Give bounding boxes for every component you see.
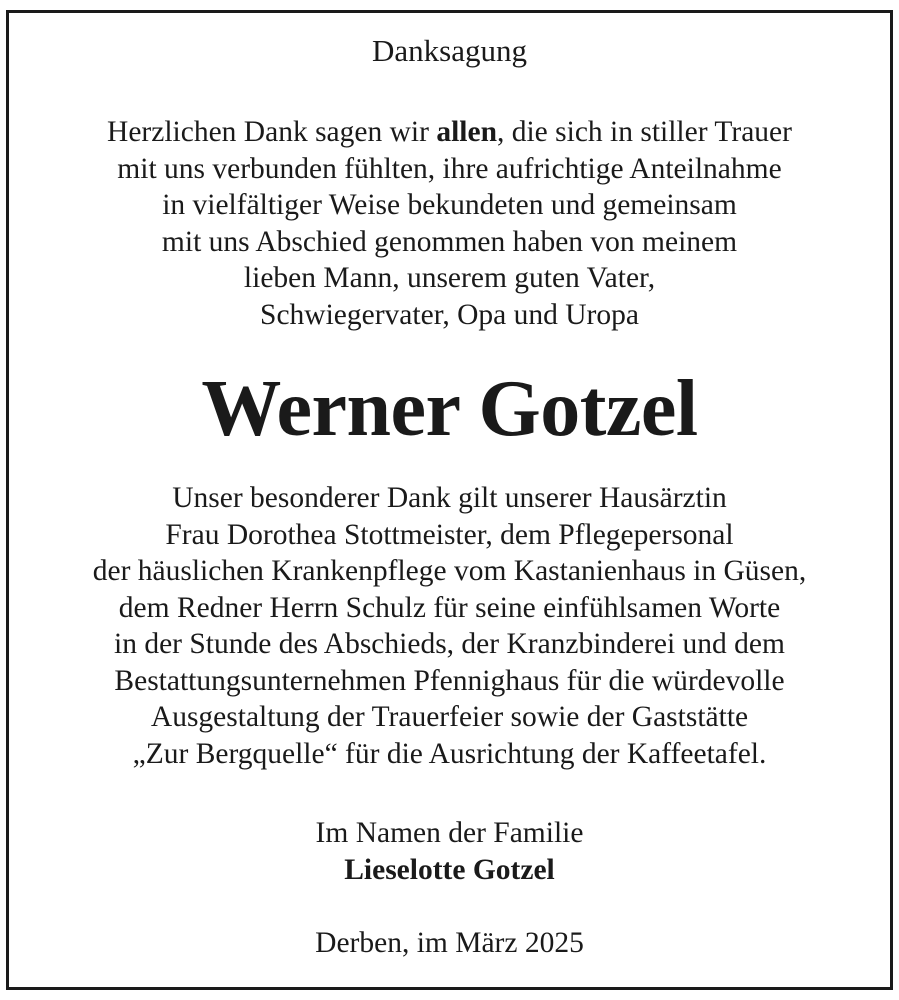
place-and-date (0, 925, 899, 962)
deceased-name: Werner Gotzel (201, 365, 698, 453)
notice-title: Danksagung (372, 33, 527, 68)
intro-line-3: in vielfältiger Weise bekundeten und gemeinsam (162, 189, 737, 221)
signer-name: Lieselotte Gotzel (344, 853, 555, 886)
place-date-text: Derben, im März 2025 (315, 927, 584, 959)
thanks-line-6: Bestattungsunternehmen Pfennighaus für die würdevolle (114, 664, 785, 697)
intro-line-5: lieben Mann, unserem guten Vater, (243, 262, 656, 294)
intro-line-4: mit uns Abschied genommen haben von meinem (161, 225, 738, 258)
thanks-line-4: dem Redner Herrn Schulz für seine einfühlsamen Worte (118, 591, 781, 624)
thanks-paragraph (0, 480, 899, 772)
intro-line-1-start: Herzlichen Dank sagen wir (107, 116, 437, 148)
signoff (0, 815, 899, 888)
thanks-line-3: der häuslichen Krankenpflege vom Kastanienhaus in Güsen, (92, 555, 807, 587)
intro-line-2: mit uns verbunden fühlten, ihre aufrichtige Anteilnahme (117, 152, 782, 185)
thanks-line-5: in der Stunde des Abschieds, der Kranzbinderei und dem (114, 628, 785, 660)
thanks-line-8: „Zur Bergquelle“ für die Ausrichtung der Kaffeetafel. (132, 737, 767, 770)
on-behalf-text: Im Namen der Familie (315, 817, 584, 849)
intro-line-1 (0, 114, 899, 151)
thanks-line-1: Unser besonderer Dank gilt unserer Hausärztin (172, 482, 727, 514)
thanks-line-2: Frau Dorothea Stottmeister, dem Pflegepersonal (165, 518, 734, 551)
thanks-line-7: Ausgestaltung der Trauerfeier sowie der Gaststätte (150, 701, 749, 733)
intro-emphasis: allen (436, 116, 497, 148)
intro-line-1-end: , die sich in stiller Trauer (496, 116, 792, 148)
intro-paragraph (0, 114, 899, 333)
intro-line-6: Schwiegervater, Opa und Uropa (260, 298, 639, 331)
